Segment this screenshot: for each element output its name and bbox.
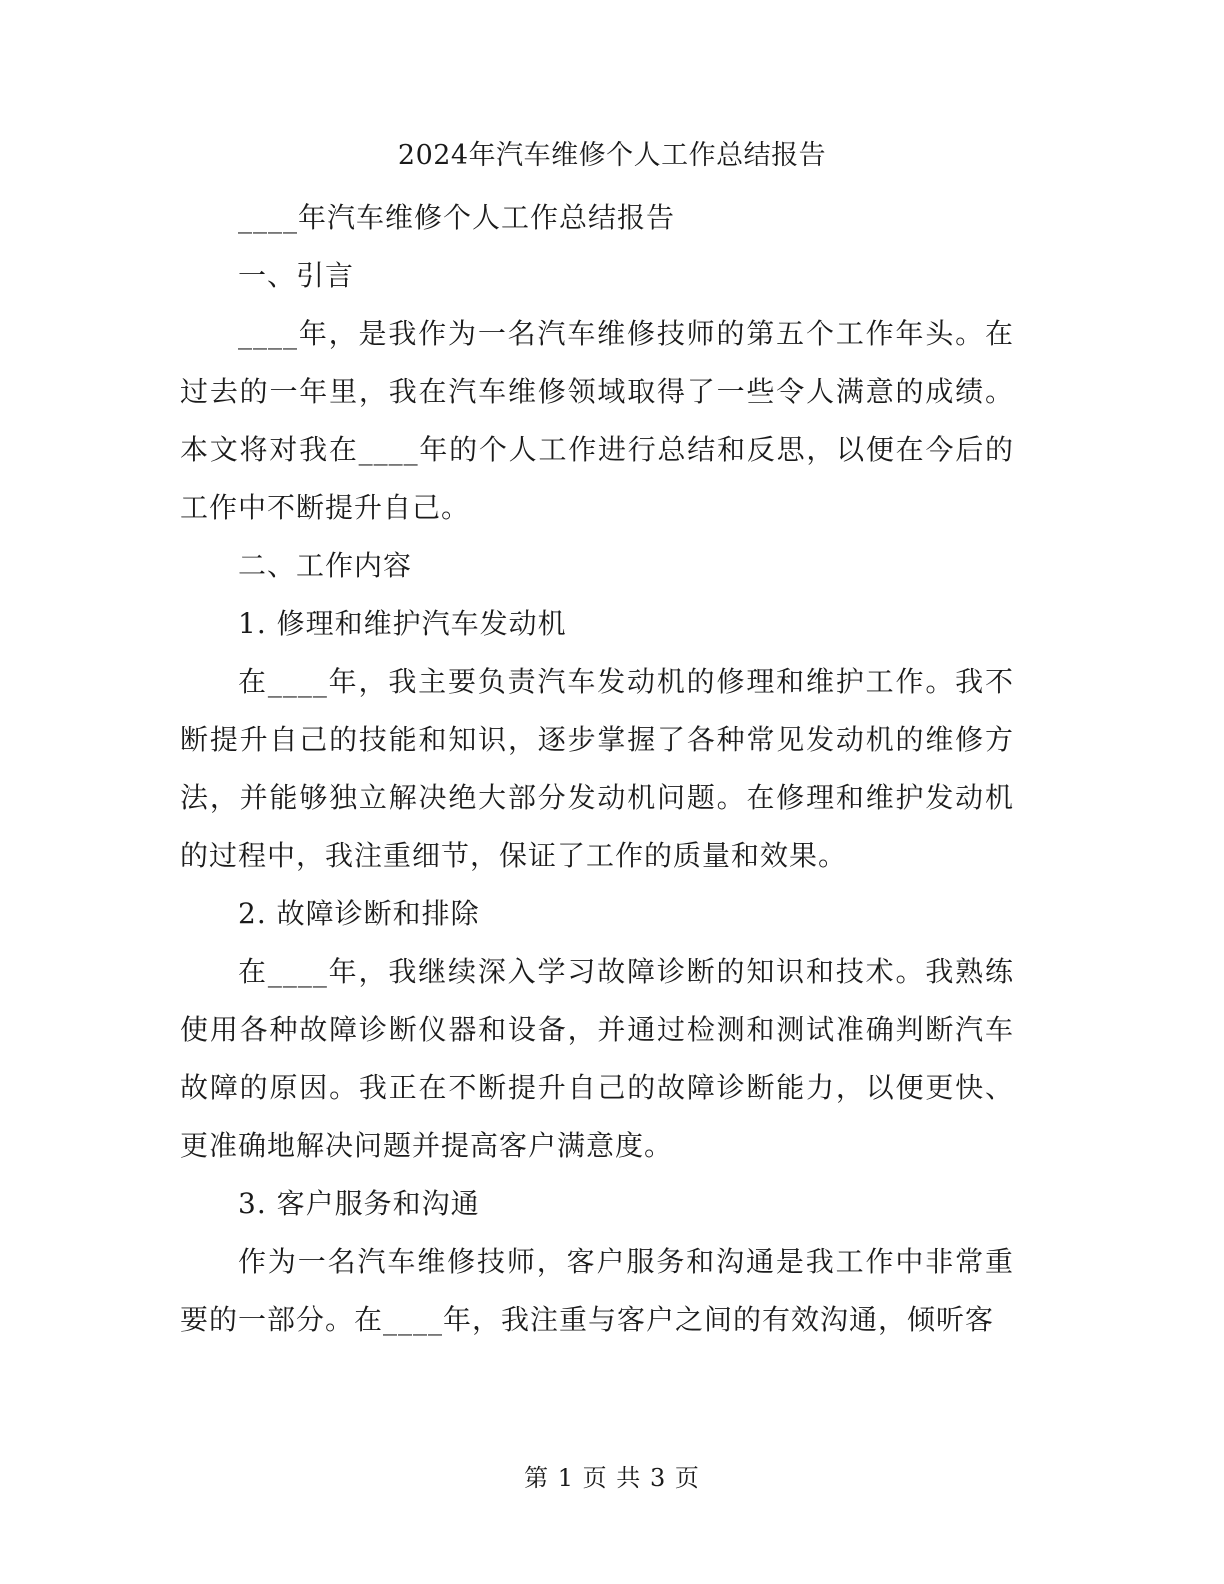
section-heading-introduction: 一、引言 (238, 259, 355, 292)
section-heading-work-content: 二、工作内容 (238, 549, 413, 582)
subheading-engine-repair: 1. 修理和维护汽车发动机 (238, 607, 567, 640)
page-number-footer: 第 1 页 共 3 页 (524, 1464, 700, 1492)
fault-diagnosis-paragraph: 在____年，我继续深入学习故障诊断的知识和技术。我熟练使用各种故障诊断仪器和设备，并通过检测和测试准确判断汽车故障的原因。我正在不断提升自己的故障诊断能力，以便更快、更准确地解决问题并提高客户满意度。 (180, 955, 1014, 1162)
subheading-customer-service: 3. 客户服务和沟通 (238, 1187, 480, 1220)
document-title: 2024年汽车维修个人工作总结报告 (397, 140, 827, 171)
introduction-paragraph: ____年，是我作为一名汽车维修技师的第五个工作年头。在过去的一年里，我在汽车维修领域取得了一些令人满意的成绩。本文将对我在____年的个人工作进行总结和反思，以便在今后的工作中不断提升自己。 (180, 317, 1014, 524)
engine-repair-paragraph: 在____年，我主要负责汽车发动机的修理和维护工作。我不断提升自己的技能和知识，逐步掌握了各种常见发动机的维修方法，并能够独立解决绝大部分发动机问题。在修理和维护发动机的过程中，我注重细节，保证了工作的质量和效果。 (180, 665, 1014, 872)
subtitle-paragraph: ____年汽车维修个人工作总结报告 (238, 201, 676, 234)
subheading-fault-diagnosis: 2. 故障诊断和排除 (238, 897, 480, 930)
customer-service-paragraph: 作为一名汽车维修技师，客户服务和沟通是我工作中非常重要的一部分。在____年，我注重与客户之间的有效沟通，倾听客 (180, 1245, 1014, 1336)
document-body (180, 189, 1014, 1349)
